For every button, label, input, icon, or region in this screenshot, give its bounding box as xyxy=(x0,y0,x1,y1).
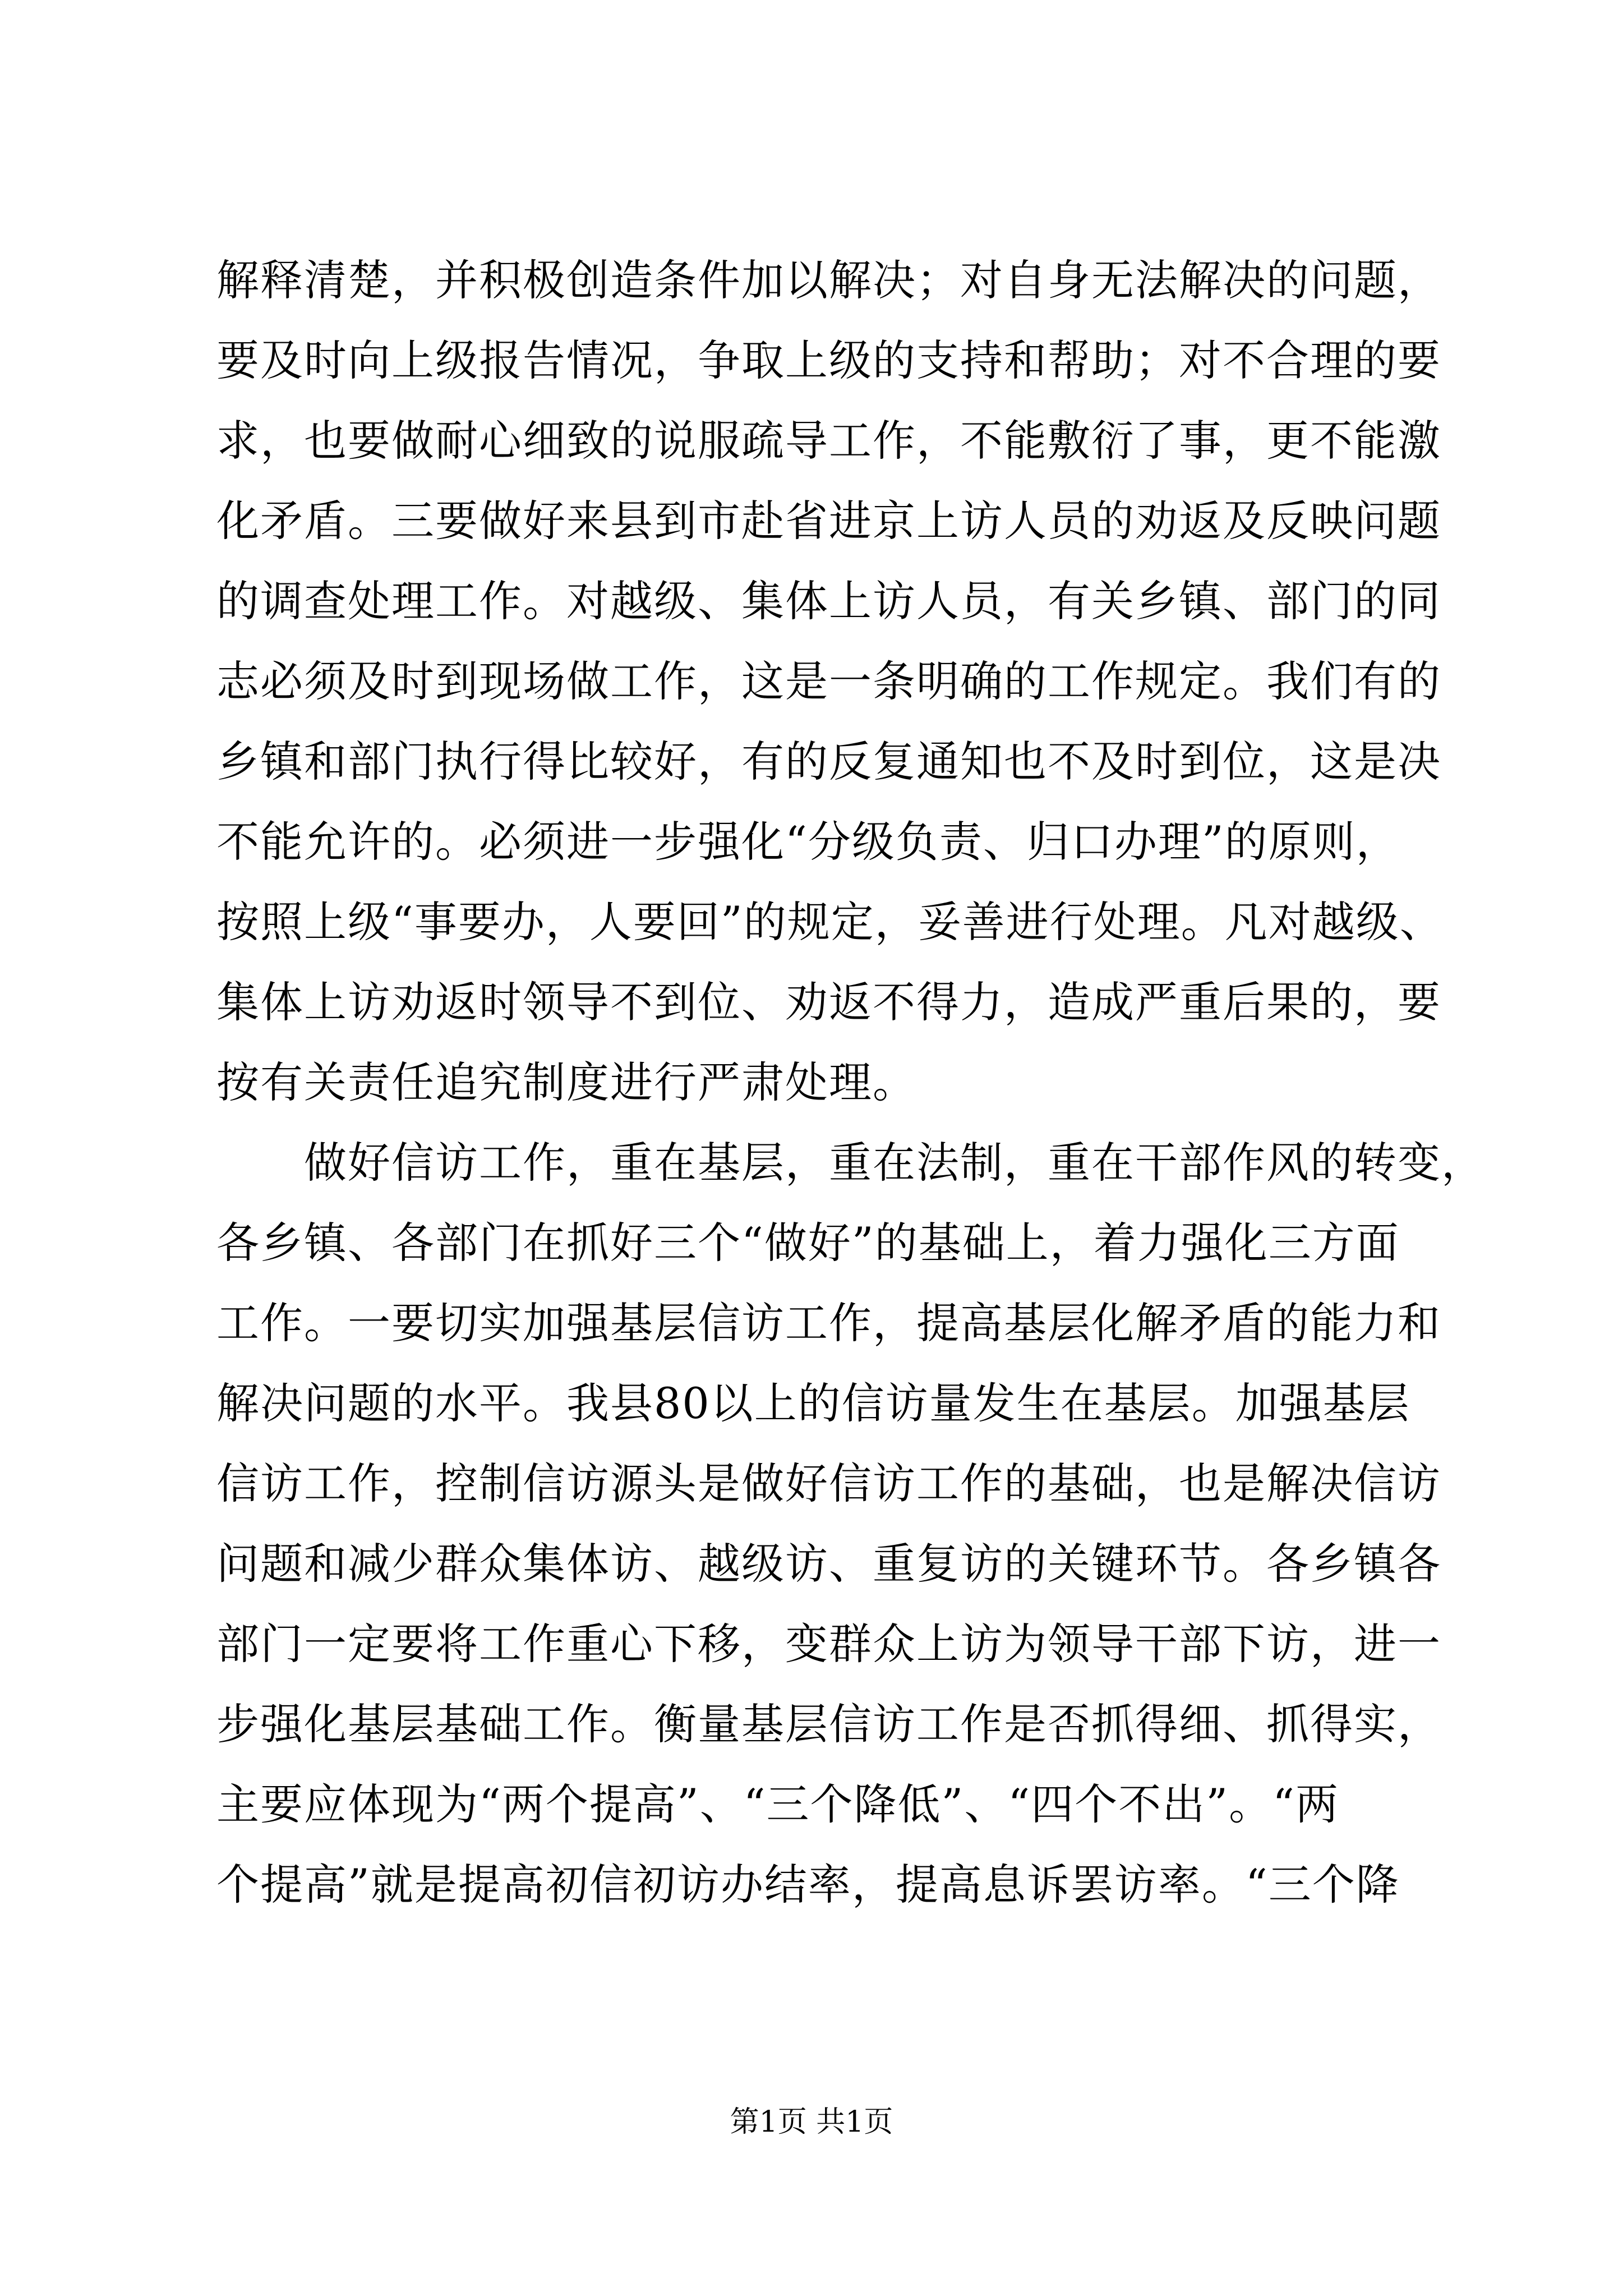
text-line: 按有关责任追究制度进行严肃处理。 xyxy=(216,1057,916,1107)
text-line: 求，也要做耐心细致的说服疏导工作，不能敷衍了事，更不能激 xyxy=(216,416,1441,466)
text-line: 问题和减少群众集体访、越级访、重复访的关键环节。各乡镇各 xyxy=(216,1539,1441,1589)
text-line: 个提高”就是提高初信初访办结率，提高息诉罢访率。“三个降 xyxy=(216,1860,1400,1910)
text-line: 乡镇和部门执行得比较好，有的反复通知也不及时到位，这是决 xyxy=(216,737,1441,786)
text-line: 要及时向上级报告情况，争取上级的支持和帮助；对不合理的要 xyxy=(216,335,1441,385)
text-line: 信访工作，控制信访源头是做好信访工作的基础，也是解决信访 xyxy=(216,1458,1441,1508)
text-line: 主要应体现为“两个提高”、“三个降低”、“四个不出”。“两 xyxy=(216,1779,1339,1829)
text-line: 部门一定要将工作重心下移，变群众上访为领导干部下访，进一 xyxy=(216,1619,1441,1669)
text-line: 各乡镇、各部门在抓好三个“做好”的基础上，着力强化三方面 xyxy=(216,1218,1400,1268)
page-number-footer: 第1页 共1页 xyxy=(730,2105,893,2139)
text-line: 的调查处理工作。对越级、集体上访人员，有关乡镇、部门的同 xyxy=(216,576,1441,626)
text-line: 步强化基层基础工作。衡量基层信访工作是否抓得细、抓得实， xyxy=(216,1699,1441,1749)
text-line: 做好信访工作，重在基层，重在法制，重在干部作风的转变， xyxy=(216,1138,1485,1188)
text-line: 按照上级“事要办，人要回”的规定，妥善进行处理。凡对越级、 xyxy=(216,897,1444,947)
text-line: 志必须及时到现场做工作，这是一条明确的工作规定。我们有的 xyxy=(216,656,1441,706)
text-line: 化矛盾。三要做好来县到市赴省进京上访人员的劝返及反映问题 xyxy=(216,496,1441,546)
text-line: 解决问题的水平。我县80以上的信访量发生在基层。加强基层 xyxy=(216,1378,1410,1428)
text-line: 集体上访劝返时领导不到位、劝返不得力，造成严重后果的，要 xyxy=(216,977,1441,1027)
text-line: 解释清楚，并积极创造条件加以解决；对自身无法解决的问题， xyxy=(216,255,1441,305)
text-line: 工作。一要切实加强基层信访工作，提高基层化解矛盾的能力和 xyxy=(216,1298,1441,1348)
text-line: 不能允许的。必须进一步强化“分级负责、归口办理”的原则， xyxy=(216,817,1400,867)
